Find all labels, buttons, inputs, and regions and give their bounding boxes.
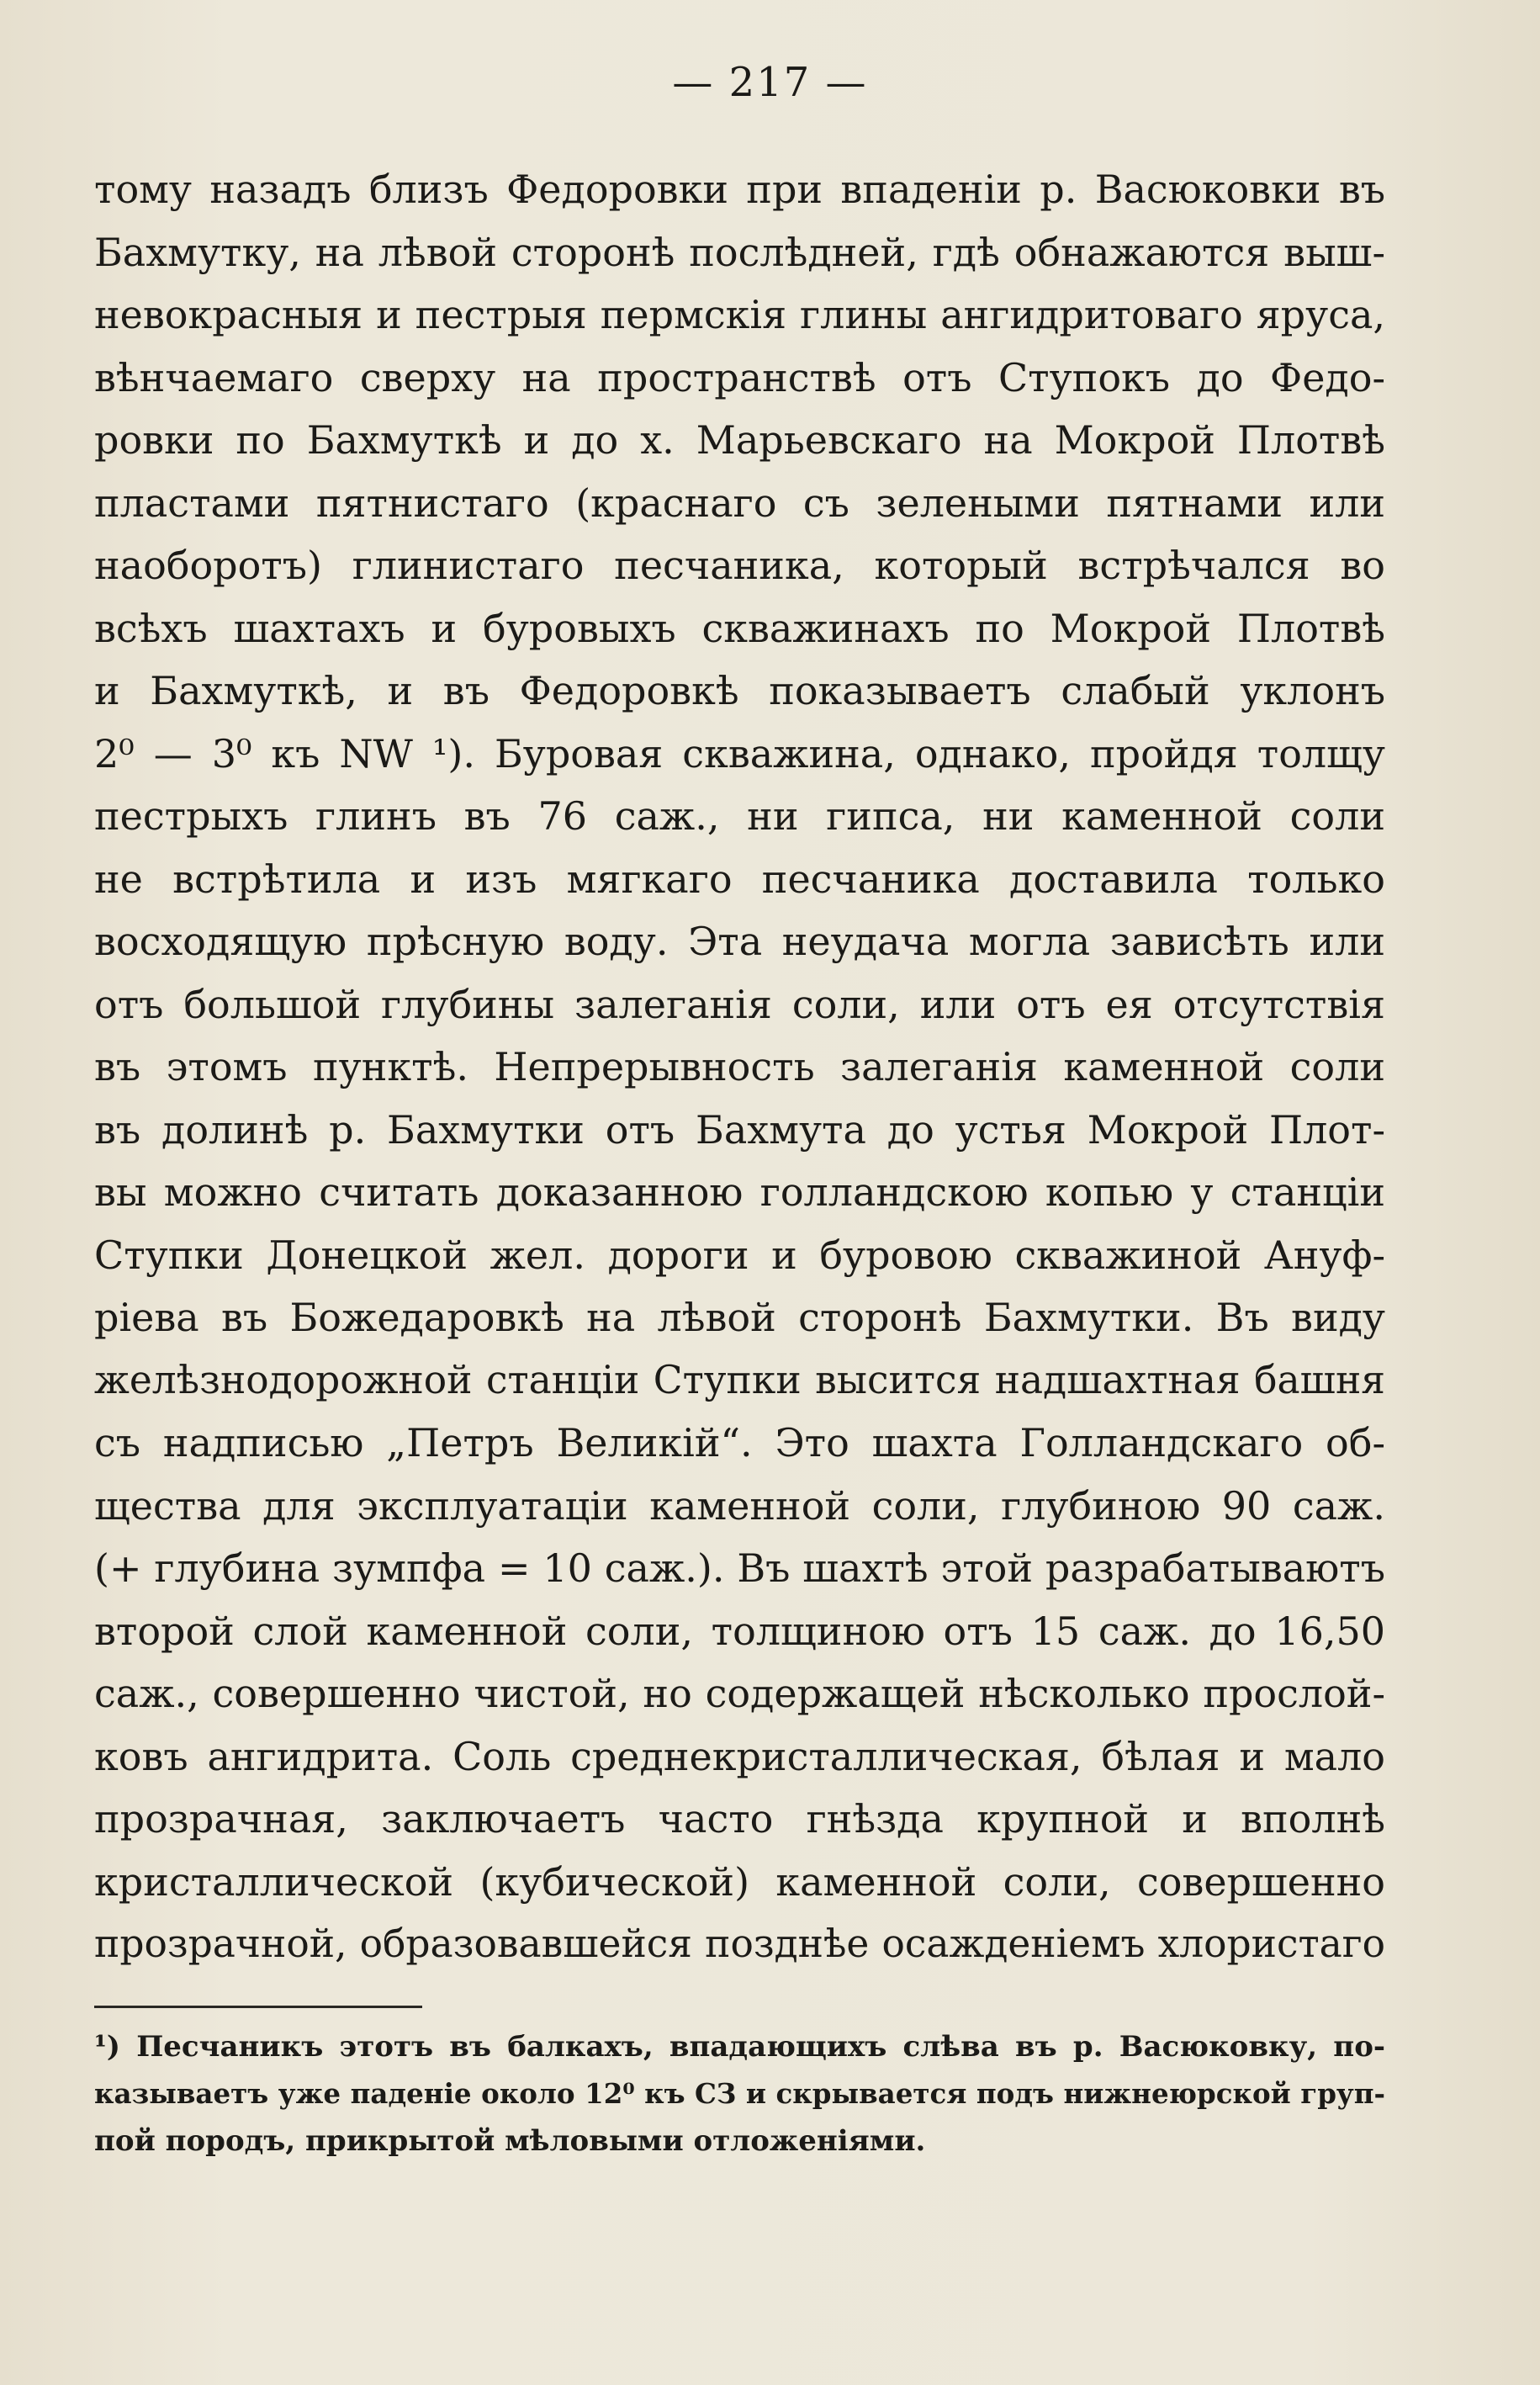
text-line: тому назадъ близъ Федоровки при впаденіи р. Васюковки въ bbox=[94, 167, 1385, 212]
body-text bbox=[94, 158, 1385, 1976]
text-line: пластами пятнистаго (краснаго съ зелеными пятнами или bbox=[94, 480, 1385, 526]
text-line: (+ глубина зумпфа = 10 саж.). Въ шахтѣ этой разрабатываютъ bbox=[94, 1545, 1385, 1591]
text-line: въ долинѣ р. Бахмутки отъ Бахмута до устья Мокрой Плот- bbox=[94, 1106, 1385, 1153]
text-line: ковъ ангидрита. Соль среднекристаллическая, бѣлая и мало bbox=[94, 1733, 1385, 1779]
text-line: невокрасныя и пестрыя пермскія глины ангидритоваго яруса, bbox=[94, 292, 1385, 337]
text-line: пестрыхъ глинъ въ 76 саж., ни гипса, ни каменной соли bbox=[94, 793, 1385, 839]
text-line: не встрѣтила и изъ мягкаго песчаника доставила только bbox=[94, 856, 1385, 902]
text-line: кристаллической (кубической) каменной соли, совершенно bbox=[94, 1858, 1385, 1905]
text-line: Бахмутку, на лѣвой сторонѣ послѣдней, гдѣ обнажаются выш- bbox=[94, 229, 1385, 275]
text-line: желѣзнодорожной станціи Ступки высится надшахтная башня bbox=[94, 1357, 1385, 1402]
text-line: 2⁰ — 3⁰ къ NW ¹). Буровая скважина, однако, пройдя толщу bbox=[94, 730, 1385, 776]
text-line: щества для эксплуатаціи каменной соли, глубиною 90 саж. bbox=[94, 1482, 1385, 1529]
text-line: Ступки Донецкой жел. дороги и буровою скважиной Ануф- bbox=[94, 1232, 1385, 1278]
text-line: съ надписью „Петръ Великій“. Это шахта Голландскаго об- bbox=[94, 1420, 1385, 1465]
text-line: ріева въ Божедаровкѣ на лѣвой сторонѣ Бахмутки. Въ виду bbox=[94, 1295, 1385, 1340]
footnote-line: ¹) Песчаникъ этотъ въ балкахъ, впадающихъ слѣва въ р. Васюковку, по- bbox=[94, 2030, 1385, 2064]
text-line: второй слой каменной соли, толщиною отъ 15 саж. до 16,50 bbox=[94, 1608, 1385, 1654]
text-line: ровки по Бахмуткѣ и до х. Марьевскаго на Мокрой Плотвѣ bbox=[94, 417, 1385, 463]
text-line: восходящую прѣсную воду. Эта неудача могла зависѣть или bbox=[94, 919, 1385, 964]
text-line: прозрачная, заключаетъ часто гнѣзда крупной и вполнѣ bbox=[94, 1796, 1385, 1842]
text-line: въ этомъ пунктѣ. Непрерывность залеганія каменной соли bbox=[94, 1044, 1385, 1089]
text-line: всѣхъ шахтахъ и буровыхъ скважинахъ по Мокрой Плотвѣ bbox=[94, 605, 1385, 651]
footnotes bbox=[94, 2023, 1385, 2165]
footnote-line: пой породъ, прикрытой мѣловыми отложеніями. bbox=[94, 2124, 926, 2158]
text-line: вы можно считать доказанною голландскою копью у станціи bbox=[94, 1169, 1385, 1215]
footnote-line: казываетъ уже паденіе около 12⁰ къ СЗ и скрывается подъ нижнеюрской груп- bbox=[94, 2077, 1385, 2110]
text-line: отъ большой глубины залеганія соли, или отъ ея отсутствія bbox=[94, 981, 1385, 1027]
text-line: и Бахмуткѣ, и въ Федоровкѣ показываетъ слабый уклонъ bbox=[94, 668, 1385, 713]
text-line: наоборотъ) глинистаго песчаника, который встрѣчался во bbox=[94, 543, 1385, 588]
text-line: прозрачной, образовавшейся позднѣе осажденіемъ хлористаго bbox=[94, 1921, 1385, 1966]
page-number: — 217 — bbox=[672, 59, 868, 106]
text-line: саж., совершенно чистой, но содержащей нѣсколько прослой- bbox=[94, 1671, 1385, 1716]
footnote-divider bbox=[94, 2006, 422, 2008]
text-line: вѣнчаемаго сверху на пространствѣ отъ Ступокъ до Федо- bbox=[94, 354, 1385, 400]
